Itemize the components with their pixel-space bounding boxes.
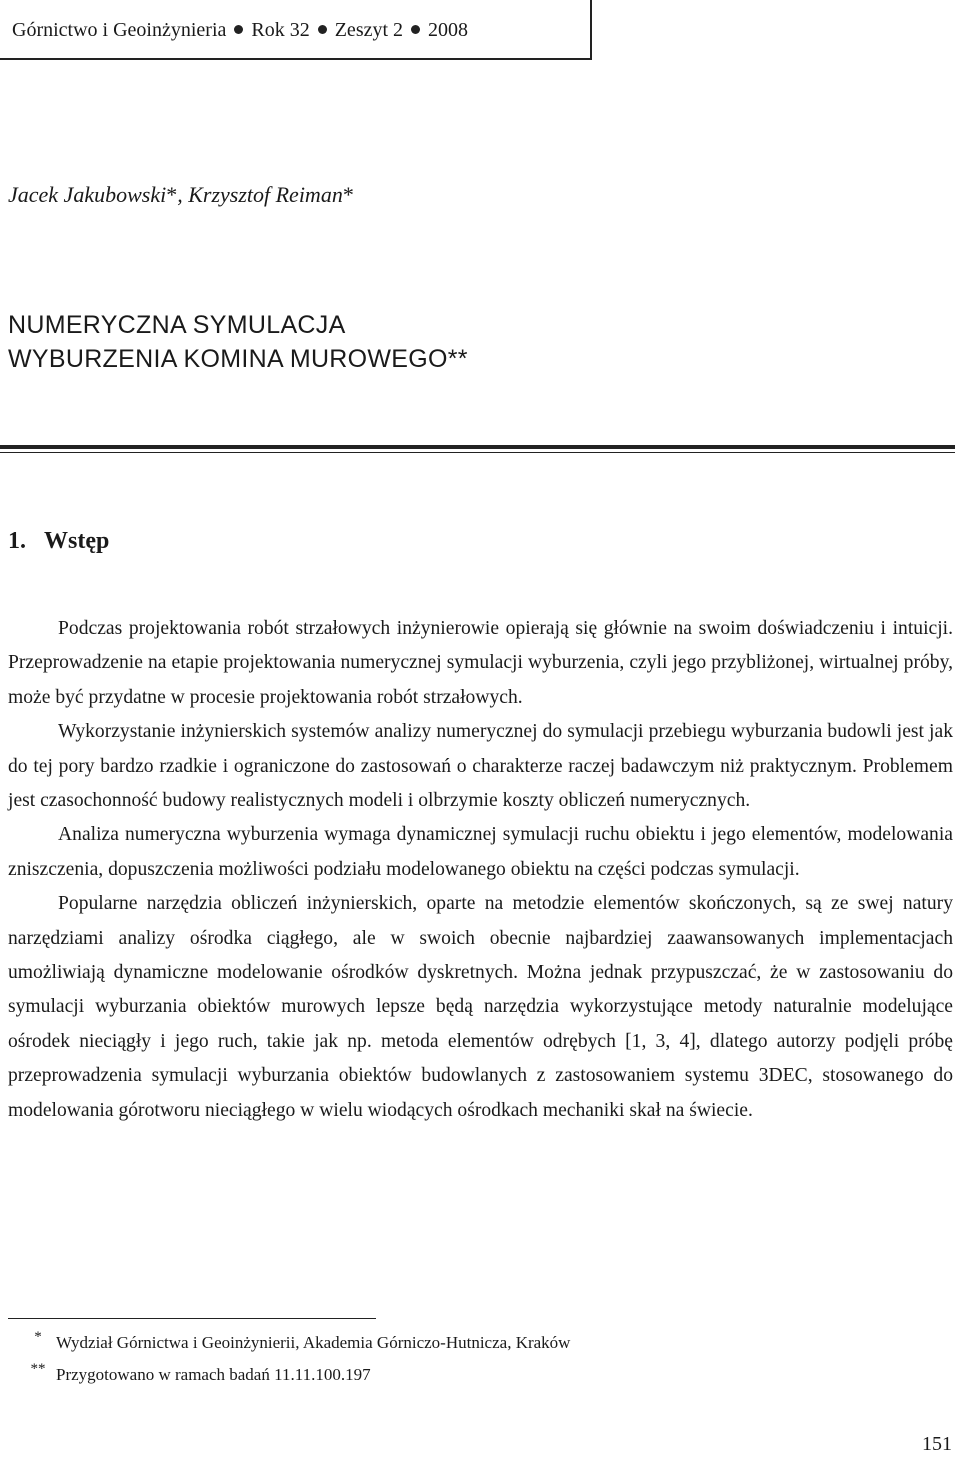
author-affiliation-mark: *: [342, 182, 354, 207]
bullet-separator: [411, 25, 420, 34]
body-text: [8, 612, 953, 1128]
journal-year: 2008: [428, 19, 469, 41]
footnote-mark: *: [34, 1329, 42, 1345]
paragraph: Analiza numeryczna wyburzenia wymaga dynamicznej symulacji ruchu obiektu i jego elementów, modelowania zniszczenia, dopuszczenia możliwości podziału modelowanego obiektu na części podczas symulacji.: [8, 824, 953, 880]
section-heading: [8, 528, 109, 555]
title-line: WYBURZENIA KOMINA MUROWEGO**: [8, 345, 468, 373]
footnote-text: Wydział Górnictwa i Geoinżynierii, Akademia Górniczo-Hutnicza, Kraków: [56, 1333, 571, 1352]
bullet-separator: [234, 25, 243, 34]
footnote: [20, 1359, 920, 1391]
article-title: [8, 308, 468, 376]
title-divider-thick: [0, 445, 955, 449]
author-line: [8, 182, 354, 208]
footnote-text: Przygotowano w ramach badań 11.11.100.197: [56, 1365, 371, 1384]
author-name: Krzysztof Reiman: [188, 182, 343, 207]
footnote: [20, 1327, 920, 1359]
section-title: Wstęp: [44, 528, 110, 554]
journal-issue: Zeszyt 2: [334, 19, 404, 41]
journal-year-label: Rok 32: [251, 19, 310, 41]
journal-name: Górnictwo i Geoinżynieria: [12, 19, 227, 41]
section-number: 1.: [8, 528, 26, 554]
page-number: 151: [922, 1433, 952, 1455]
paragraph: Popularne narzędzia obliczeń inżynierskich, oparte na metodzie elementów skończonych, są ze swej natury narzędziami analizy ośrodka ciągłego, ale w swoich obecnie najbardziej zaawansowanych implementacjach umożliwiają dynamiczne modelowanie ośrodków dyskretnych. Można jednak przypuszczać, że w zastosowaniu do symulacji wyburzania obiektów murowych lepsze będą narzędzia wykorzystujące metody naturalnie modelujące ośrodek nieciągły i jego ruch, takie jak np. metoda elementów odrębych [1, 3, 4], dlatego autorzy podjęli próbę przeprowadzenia symulacji wyburzania obiektów budowlanych z zastosowaniem systemu 3DEC, stosowanego do modelowania górotworu nieciągłego w wielu wiodących ośrodkach mechaniki skał na świecie.: [8, 893, 953, 1121]
paragraph: Wykorzystanie inżynierskich systemów analizy numerycznej do symulacji przebiegu wyburzania budowli jest jak do tej pory bardzo rzadkie i ograniczone do zastosowań o charakterze raczej badawczym niż praktycznym. Problemem jest czasochonność budowy realistycznych modeli i olbrzymie koszty obliczeń numerycznych.: [8, 721, 953, 812]
author-name: Jacek Jakubowski: [8, 182, 167, 207]
paragraph: Podczas projektowania robót strzałowych inżynierowie opierają się głównie na swoim doświadczeniu i intuicji. Przeprowadzenie na etapie projektowania numerycznej symulacji wyburzenia, czyli jego przybliżonej, wirtualnej próby, może być przydatne w procesie projektowania robót strzałowych.: [8, 618, 953, 708]
journal-header: [0, 0, 592, 60]
title-divider-thin: [0, 452, 955, 453]
bullet-separator: [318, 25, 327, 34]
footnote-mark: **: [30, 1361, 46, 1377]
author-affiliation-mark: *: [166, 182, 178, 207]
author-separator: ,: [177, 182, 189, 207]
title-footnote-mark: **: [447, 345, 468, 373]
footnote-divider: [8, 1318, 376, 1319]
title-line: NUMERYCZNA SYMULACJA: [8, 311, 346, 339]
footnotes: [20, 1327, 920, 1391]
